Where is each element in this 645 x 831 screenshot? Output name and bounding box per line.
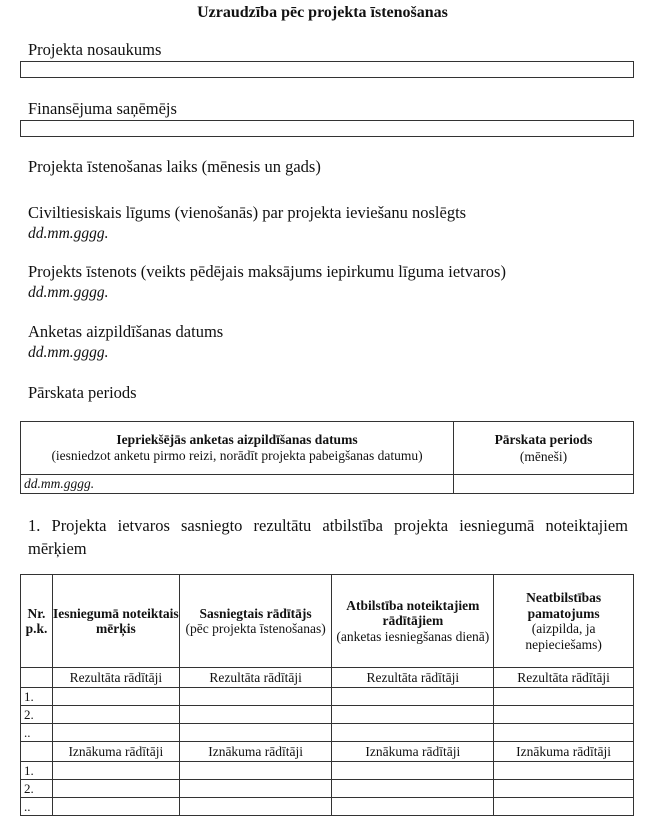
report-period-note: (mēneši): [519, 449, 568, 464]
project-name-label: Projekta nosaukums: [28, 40, 162, 59]
contract-label: Civiltiesiskais līgums (vienošanās) par projekta ieviešanu noslēgts: [28, 203, 467, 222]
contract-date: dd.mm.gggg.: [28, 225, 109, 242]
section-1-heading: 1. Projekta ietvaros sasniegto rezultātu atbilstība projekta iesniegumā noteiktajiem mērķiem: [28, 516, 628, 558]
output-label: Iznākuma rādītāji: [494, 742, 634, 762]
table-row: [21, 724, 634, 742]
report-period-cell[interactable]: [454, 475, 634, 494]
goal-header: Iesniegumā noteiktais mērķis: [52, 575, 179, 668]
form-date-value: dd.mm.gggg.: [28, 344, 109, 361]
recipient-field[interactable]: [20, 120, 634, 137]
implemented-label: Projekts īstenots (veikts pēdējais maksājums iepirkumu līguma ietvaros): [28, 262, 506, 281]
row-number: ..: [21, 724, 53, 742]
result-section-row: [21, 668, 634, 688]
results-table: [20, 574, 634, 816]
implemented-date: dd.mm.gggg.: [28, 284, 109, 301]
achieved-note: (pēc projekta īstenošanas): [185, 621, 326, 636]
previous-date-cell[interactable]: dd.mm.gggg.: [21, 475, 454, 494]
report-period-title: Pārskata periods: [494, 432, 593, 447]
previous-date-title: Iepriekšējās anketas aizpildīšanas datums: [116, 432, 358, 447]
recipient-label: Finansējuma saņēmējs: [28, 99, 177, 118]
result-label: Rezultāta rādītāji: [52, 668, 179, 688]
nr-header: Nr. p.k.: [21, 575, 53, 668]
result-label: Rezultāta rādītāji: [179, 668, 332, 688]
match-title: Atbilstība noteiktajiem rādītājiem: [346, 597, 480, 629]
match-header: [332, 575, 494, 668]
period-label: Projekta īstenošanas laiks (mēnesis un gads): [28, 157, 321, 176]
row-number: 2.: [21, 706, 53, 724]
result-label: Rezultāta rādītāji: [494, 668, 634, 688]
row-number: 1.: [21, 762, 53, 780]
previous-date-header: [21, 422, 454, 475]
report-period-header: [454, 422, 634, 475]
row-number: ..: [21, 798, 53, 816]
match-note: (anketas iesniegšanas dienā): [336, 628, 490, 644]
previous-date-note: (iesniedzot anketu pirmo reizi, norādīt projekta pabeigšanas datumu): [51, 448, 423, 463]
table-row: [21, 762, 634, 780]
achieved-title: Sasniegtais rādītājs: [199, 605, 312, 621]
form-date-label: Anketas aizpildīšanas datums: [28, 322, 224, 341]
page-title: Uzraudzība pēc projekta īstenošanas: [197, 4, 448, 21]
table-row: [21, 688, 634, 706]
achieved-header: [179, 575, 332, 668]
result-label: Rezultāta rādītāji: [332, 668, 494, 688]
report-period-label: Pārskata periods: [28, 383, 137, 402]
table-row: [21, 706, 634, 724]
table-row: [21, 780, 634, 798]
output-label: Iznākuma rādītāji: [179, 742, 332, 762]
project-name-field[interactable]: [20, 61, 634, 78]
mismatch-note: (aizpilda, ja nepieciešams): [525, 621, 602, 652]
previous-form-table: [20, 421, 634, 494]
row-number: 1.: [21, 688, 53, 706]
output-section-row: [21, 742, 634, 762]
mismatch-header: [494, 575, 634, 668]
row-number: 2.: [21, 780, 53, 798]
mismatch-title: Neatbilstības pamatojums: [526, 590, 602, 621]
output-label: Iznākuma rādītāji: [52, 742, 179, 762]
table-row: [21, 798, 634, 816]
output-label: Iznākuma rādītāji: [332, 742, 494, 762]
